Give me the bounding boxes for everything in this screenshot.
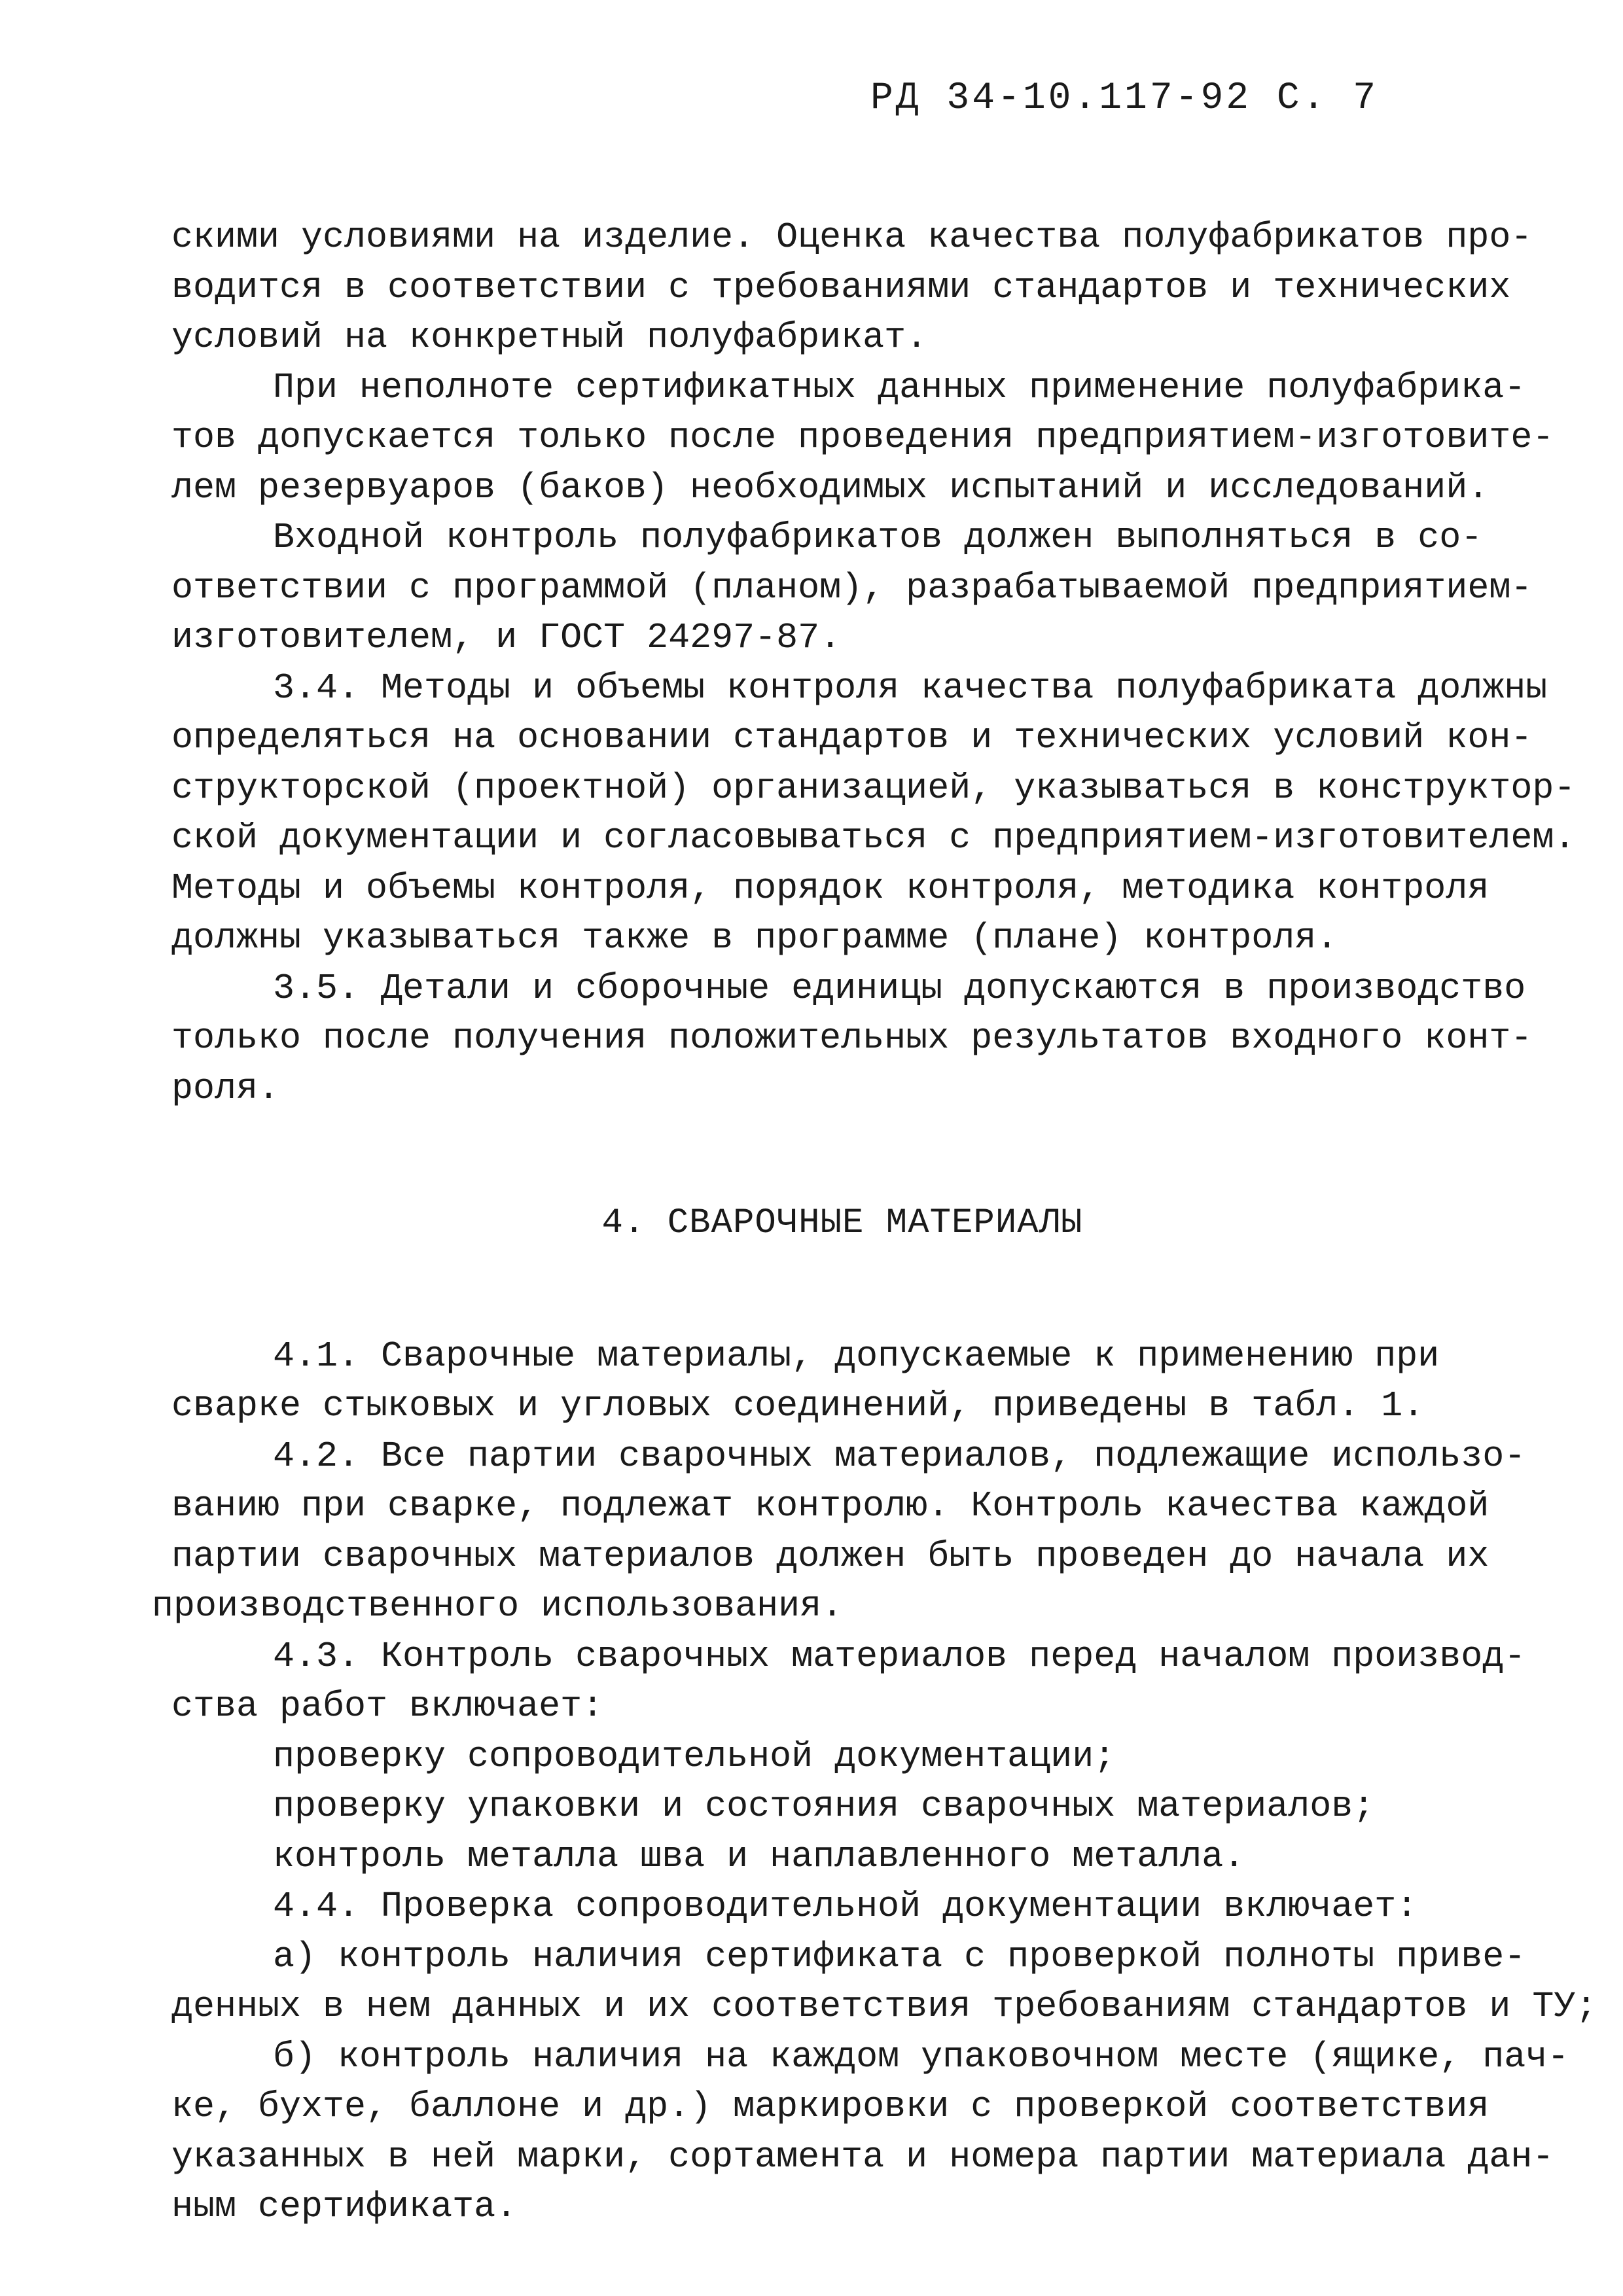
text-line: партии сварочных материалов должен быть проведен до начала их: [171, 1535, 1489, 1577]
text-line: б) контроль наличия на каждом упаковочном месте (ящике, пач-: [273, 2036, 1569, 2077]
text-line: только после получения положительных результатов входного конт-: [171, 1017, 1533, 1059]
text-line: Входной контроль полуфабрикатов должен выполняться в со-: [273, 517, 1483, 558]
text-line: ответствии с программой (планом), разрабатываемой предприятием-: [171, 567, 1533, 609]
paragraph-4-3: [171, 1632, 1526, 1732]
text-line: сварке стыковых и угловых соединений, приведены в табл. 1.: [171, 1385, 1425, 1426]
list-item: проверку сопроводительной документации;: [273, 1735, 1116, 1777]
text-line: 3.5. Детали и сборочные единицы допускаются в производство: [273, 967, 1526, 1009]
text-line: ке, бухте, баллоне и др.) маркировки с проверкой соответствия: [171, 2086, 1489, 2127]
text-line: изготовителем, и ГОСТ 24297-87.: [171, 617, 842, 658]
section-heading-welding-materials: 4. СВАРОЧНЫЕ МАТЕРИАЛЫ: [601, 1203, 1083, 1243]
text-line: 4.4. Проверка сопроводительной документации включает:: [273, 1886, 1418, 1927]
text-line: ства работ включает:: [171, 1686, 604, 1727]
text-line: скими условиями на изделие. Оценка качества полуфабрикатов про-: [171, 217, 1533, 258]
text-line: структорской (проектной) организацией, указываться в конструктор-: [171, 767, 1576, 809]
list-item-a: [171, 1932, 1597, 2032]
text-line: 4.3. Контроль сварочных материалов перед началом производ-: [273, 1635, 1526, 1677]
document-body: [152, 213, 1597, 2233]
paragraph-incomplete-certificate: [171, 363, 1554, 514]
paragraph-4-2: [152, 1432, 1526, 1632]
text-line: производственного использования.: [152, 1585, 844, 1627]
list-item-b: [171, 2032, 1569, 2233]
text-line: Методы и объемы контроля, порядок контроля, методика контроля: [171, 867, 1489, 909]
text-line: лем резервуаров (баков) необходимых испытаний и исследований.: [171, 467, 1489, 508]
text-line: определяться на основании стандартов и технических условий кон-: [171, 717, 1533, 758]
text-line: ской документации и согласовываться с предприятием-изготовителем.: [171, 817, 1576, 858]
text-line: ным сертификата.: [171, 2186, 518, 2227]
page-header-doc-ref: РД 34-10.117-92 С. 7: [870, 77, 1379, 120]
text-line: 3.4. Методы и объемы контроля качества полуфабриката должны: [273, 667, 1548, 709]
paragraph-4-1: [171, 1332, 1513, 1432]
paragraph-semi-finished-assessment: [171, 213, 1533, 363]
paragraph-4-4: [171, 1882, 1513, 1932]
list-4-3: [171, 1732, 1513, 1882]
text-line: роля.: [171, 1067, 280, 1109]
text-line: тов допускается только после проведения предприятием-изготовите-: [171, 417, 1554, 458]
text-line: водится в соответствии с требованиями стандартов и технических: [171, 266, 1511, 308]
text-line: указанных в ней марки, сортамента и номера партии материала дан-: [171, 2136, 1554, 2178]
text-line: должны указываться также в программе (плане) контроля.: [171, 917, 1338, 959]
text-line: 4.1. Сварочные материалы, допускаемые к применению при: [273, 1335, 1440, 1377]
text-line: а) контроль наличия сертификата с проверкой полноты приве-: [273, 1935, 1526, 1977]
paragraph-3-5: [171, 964, 1533, 1114]
text-line: ванию при сварке, подлежат контролю. Контроль качества каждой: [171, 1485, 1489, 1527]
paragraph-3-4: [171, 663, 1576, 964]
text-line: денных в нем данных и их соответствия требованиям стандартов и ТУ;: [171, 1986, 1597, 2027]
text-line: условий на конкретный полуфабрикат.: [171, 317, 928, 358]
text-line: 4.2. Все партии сварочных материалов, подлежащие использо-: [273, 1435, 1526, 1477]
text-line: При неполноте сертификатных данных применение полуфабрика-: [273, 366, 1526, 408]
paragraph-incoming-control: [171, 513, 1533, 663]
list-item: контроль металла шва и наплавленного металла.: [273, 1835, 1245, 1877]
list-item: проверку упаковки и состояния сварочных материалов;: [273, 1786, 1375, 1827]
